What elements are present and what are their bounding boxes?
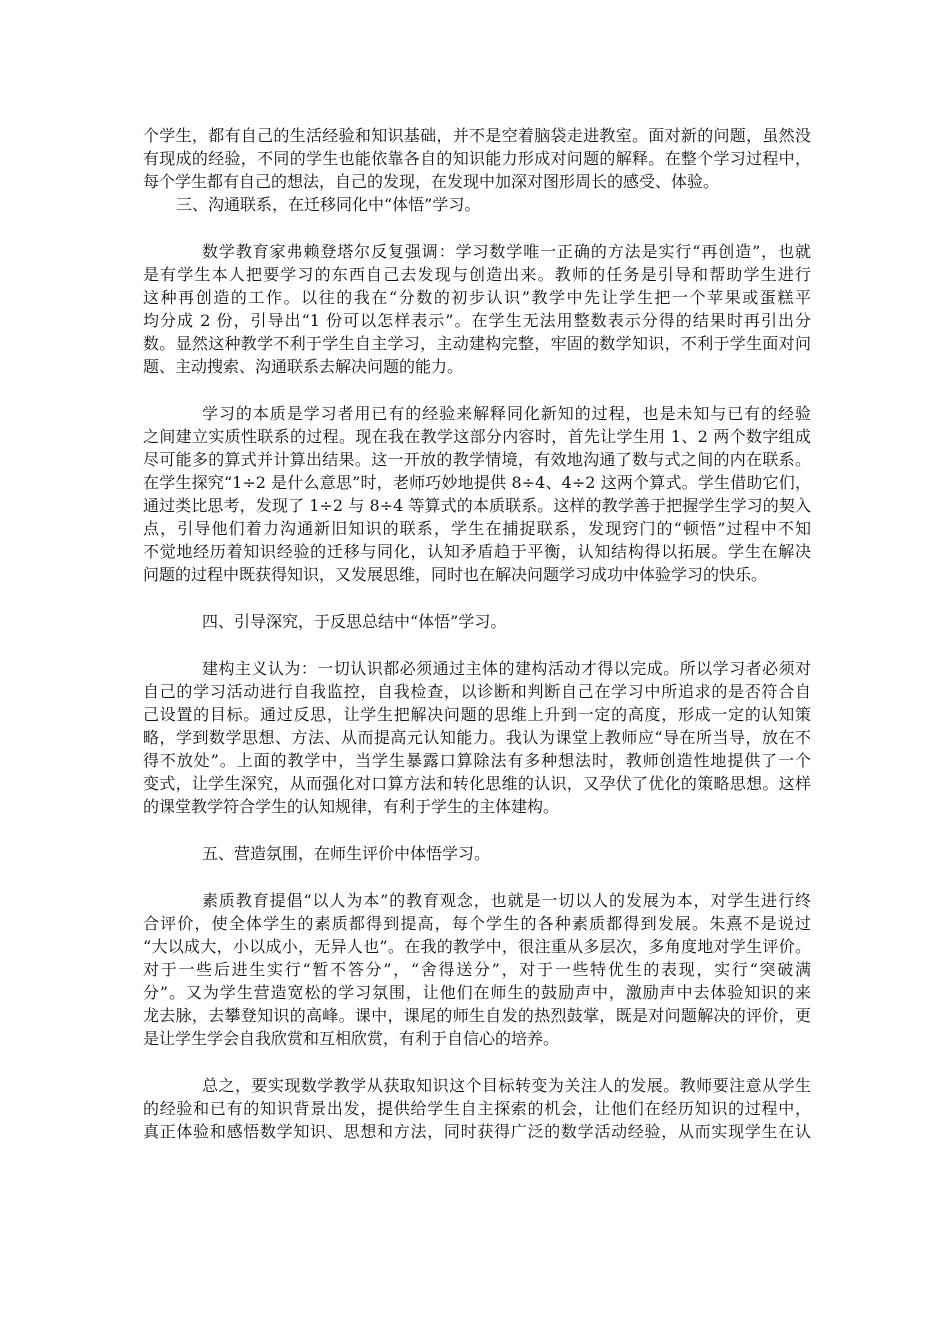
text-line: 对于一些后进生实行“暂不答分”，“舍得送分”，对于一些特优生的表现，实行“突破满: [143, 960, 811, 979]
text-line: 这种再创造的工作。以往的我在“分数的初步认识”教学中先让学生把一个苹果或蛋糕平: [143, 288, 811, 307]
spacer: [143, 818, 811, 842]
section-heading-4: 四、引导深究，于反思总结中“体悟”学习。: [202, 612, 507, 631]
paragraph-6: [143, 1074, 811, 1143]
text-line: 尽可能多的算式并计算出结果。这一开放的教学情境，有效地沟通了数与式之间的内在联系。: [143, 450, 811, 469]
text-line: 素质教育提倡“以人为本”的教育观念，也就是一切以人的发展为本，对学生进行终: [202, 891, 811, 910]
text-line: 是有学生本人把要学习的东西自己去发现与创造出来。教师的任务是引导和帮助学生进行: [143, 265, 811, 284]
paragraph-1: [143, 124, 811, 193]
document-page: [143, 124, 811, 1143]
spacer: [143, 586, 811, 610]
text-line: 的课堂教学符合学生的认知规律，有利于学生的主体建构。: [143, 797, 560, 816]
section-heading-3: 三、沟通联系，在迁移同化中“体悟”学习。: [176, 195, 481, 214]
paragraph-3: [143, 402, 811, 586]
text-line: 己设置的目标。通过反思，让学生把解决问题的思维上升到一定的高度，形成一定的认知策: [143, 705, 811, 724]
text-line: 得不放处”。上面的教学中，当学生暴露口算除法有多种想法时，教师创造性地提供了一个: [143, 751, 811, 770]
text-line: 通过类比思考，发现了 1÷2 与 8÷4 等算式的本质联系。这样的教学善于把握学生学习的契入: [143, 496, 811, 515]
text-line: 学习的本质是学习者用已有的经验来解释同化新知的过程，也是未知与已有的经验: [202, 404, 811, 423]
text-line: 点，引导他们着力沟通新旧知识的联系，学生在捕捉联系，发现窍门的“顿悟”过程中不知: [143, 519, 811, 538]
text-line: 个学生，都有自己的生活经验和知识基础，并不是空着脑袋走进教室。面对新的问题，虽然没: [143, 126, 811, 145]
text-line: 的经验和已有的知识背景出发，提供给学生自主探索的机会，让他们在经历知识的过程中，: [143, 1099, 811, 1118]
paragraph-5: [143, 889, 811, 1050]
text-line: 真正体验和感悟数学知识、思想和方法，同时获得广泛的数学活动经验，从而实现学生在认: [143, 1122, 811, 1141]
section-heading-5: 五、营造氛围，在师生评价中体悟学习。: [202, 844, 491, 863]
text-line: 不觉地经历着知识经验的迁移与同化，认知矛盾趋于平衡，认知结构得以拓展。学生在解决: [143, 542, 811, 561]
paragraph-4: [143, 657, 811, 818]
spacer: [143, 1050, 811, 1074]
text-line: 变式，让学生深究，从而强化对口算方法和转化思维的认识，又孕伏了优化的策略思想。这样: [143, 774, 811, 793]
text-line: 之间建立实质性联系的过程。现在我在教学这部分内容时，首先让学生用 1、2 两个数字组成: [143, 427, 811, 446]
spacer: [143, 216, 811, 240]
text-line: 问题的过程中既获得知识，又发展思维，同时也在解决问题学习成功中体验学习的快乐。: [143, 565, 768, 584]
spacer: [143, 865, 811, 889]
text-line: 是让学生学会自我欣赏和互相欣赏，有利于自信心的培养。: [143, 1029, 560, 1048]
text-line: 数。显然这种教学不利于学生自主学习，主动建构完整，牢固的数学知识，不利于学生面对问: [143, 334, 811, 353]
text-line: 均分成 2 份，引导出“1 份可以怎样表示”。在学生无法用整数表示分得的结果时再引出分: [143, 311, 811, 330]
text-line: 有现成的经验，不同的学生也能依靠各自的知识能力形成对问题的解释。在整个学习过程中，: [143, 149, 811, 168]
text-line: 分”。又为学生营造宽松的学习氛围，让他们在师生的鼓励声中，激励声中去体验知识的来: [143, 983, 811, 1002]
text-line: 每个学生都有自己的想法，自己的发现，在发现中加深对图形周长的感受、体验。: [143, 172, 720, 191]
text-line: 数学教育家弗赖登塔尔反复强调：学习数学唯一正确的方法是实行“再创造”，也就: [202, 242, 811, 261]
text-line: 合评价，使全体学生的素质都得到提高，每个学生的各种素质都得到发展。朱熹不是说过: [143, 914, 811, 933]
text-line: 建构主义认为：一切认识都必须通过主体的建构活动才得以完成。所以学习者必须对: [202, 659, 811, 678]
paragraph-2: [143, 240, 811, 378]
text-line: 龙去脉，去攀登知识的高峰。课中，课尾的师生自发的热烈鼓掌，既是对问题解决的评价，更: [143, 1006, 811, 1025]
text-line: 略，学到数学思想、方法、从而提高元认知能力。我认为课堂上教师应“导在所当导，放在不: [143, 728, 811, 747]
spacer: [143, 378, 811, 402]
text-line: “大以成大，小以成小，无异人也”。在我的教学中，很注重从多层次，多角度地对学生评价。: [143, 937, 811, 956]
text-line: 总之，要实现数学教学从获取知识这个目标转变为关注人的发展。教师要注意从学生: [202, 1076, 811, 1095]
text-line: 在学生探究“1÷2 是什么意思”时，老师巧妙地提供 8÷4、4÷2 这两个算式。学生借助它们，: [143, 473, 811, 492]
spacer: [143, 633, 811, 657]
text-line: 题、主动搜索、沟通联系去解决问题的能力。: [143, 357, 464, 376]
text-line: 自己的学习活动进行自我监控，自我检查，以诊断和判断自己在学习中所追求的是否符合自: [143, 682, 811, 701]
